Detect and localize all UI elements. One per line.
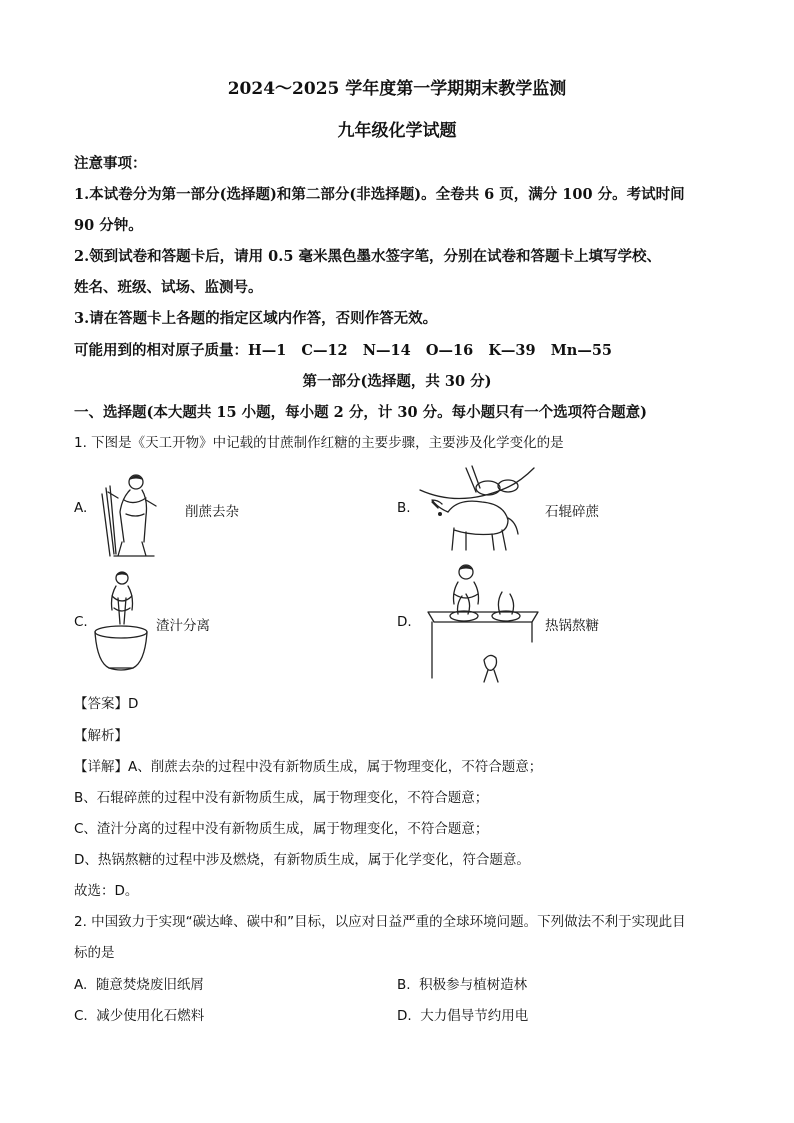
atomic-masses: 可能用到的相对原子质量：H—1 C—12 N—14 O—16 K—39 Mn—55 [74, 342, 613, 359]
q2-option-c: C. 减少使用化石燃料 [74, 1008, 205, 1024]
q1-option-c-text: 渣汁分离 [156, 618, 210, 634]
notice-item-3: 3.请在答题卡上各题的指定区域内作答，否则作答无效。 [74, 310, 438, 327]
exam-title: 2024～2025 学年度第一学期期末教学监测 [227, 79, 567, 99]
notice-item-2: 2.领到试卷和答题卡后，请用 0.5 毫米黑色墨水签字笔，分别在试卷和答题卡上填写学校、 [74, 248, 661, 265]
q1-option-a-letter: A. [74, 500, 88, 516]
q1-stem: 1. 下图是《天工开物》中记载的甘蔗制作红糖的主要步骤，主要涉及化学变化的是 [74, 435, 564, 451]
q1-answer: 【答案】D [74, 696, 139, 712]
q1-option-b-text: 石辊碎蔗 [545, 504, 599, 520]
q1-explain-d: D、热锅熬糖的过程中涉及燃烧，有新物质生成，属于化学变化，符合题意。 [74, 852, 530, 868]
q2-option-b: B. 积极参与植树造林 [397, 977, 528, 993]
q1-option-c-letter: C. [74, 614, 88, 630]
q2-option-d: D. 大力倡导节约用电 [397, 1008, 529, 1024]
worker-stirring-vat-illustration [90, 568, 152, 674]
notice-item-1-cont: 90 分钟。 [74, 217, 143, 234]
q1-option-b-letter: B. [397, 500, 411, 516]
part1-heading: 第一部分(选择题，共 30 分) [302, 373, 492, 390]
worker-boiling-pots-illustration [424, 560, 540, 684]
q1-option-a-text: 削蔗去杂 [185, 504, 239, 520]
q2-stem-cont: 标的是 [74, 945, 115, 961]
q1-option-d-text: 热锅熬糖 [545, 618, 599, 634]
notice-item-1: 1.本试卷分为第一部分(选择题)和第二部分(非选择题)。全卷共 6 页，满分 100 分。考试时间 [74, 186, 685, 203]
notice-item-2-cont: 姓名、班级、试场、监测号。 [74, 279, 263, 296]
q2-option-a: A. 随意焚烧废旧纸屑 [74, 977, 204, 993]
q1-conclusion: 故选：D。 [74, 883, 139, 899]
notice-heading: 注意事项： [74, 155, 147, 172]
exam-subtitle: 九年级化学试题 [337, 121, 457, 141]
q1-detail: 【详解】A、削蔗去杂的过程中没有新物质生成，属于物理变化，不符合题意； [74, 759, 543, 775]
q2-stem: 2. 中国致力于实现“碳达峰、碳中和”目标，以应对日益严重的全球环境问题。下列做法不利于实现此目 [74, 914, 686, 930]
section-title: 一、选择题(本大题共 15 小题，每小题 2 分，计 30 分。每小题只有一个选项符合题意) [74, 404, 647, 421]
farmer-cutting-cane-illustration [96, 470, 176, 558]
ox-turning-stone-roller-illustration [418, 462, 536, 554]
q1-explain-c: C、渣汁分离的过程中没有新物质生成，属于物理变化，不符合题意； [74, 821, 489, 837]
q1-option-d-letter: D. [397, 614, 412, 630]
q1-explain-b: B、石辊碎蔗的过程中没有新物质生成，属于物理变化，不符合题意； [74, 790, 489, 806]
q1-analysis-label: 【解析】 [74, 728, 128, 744]
